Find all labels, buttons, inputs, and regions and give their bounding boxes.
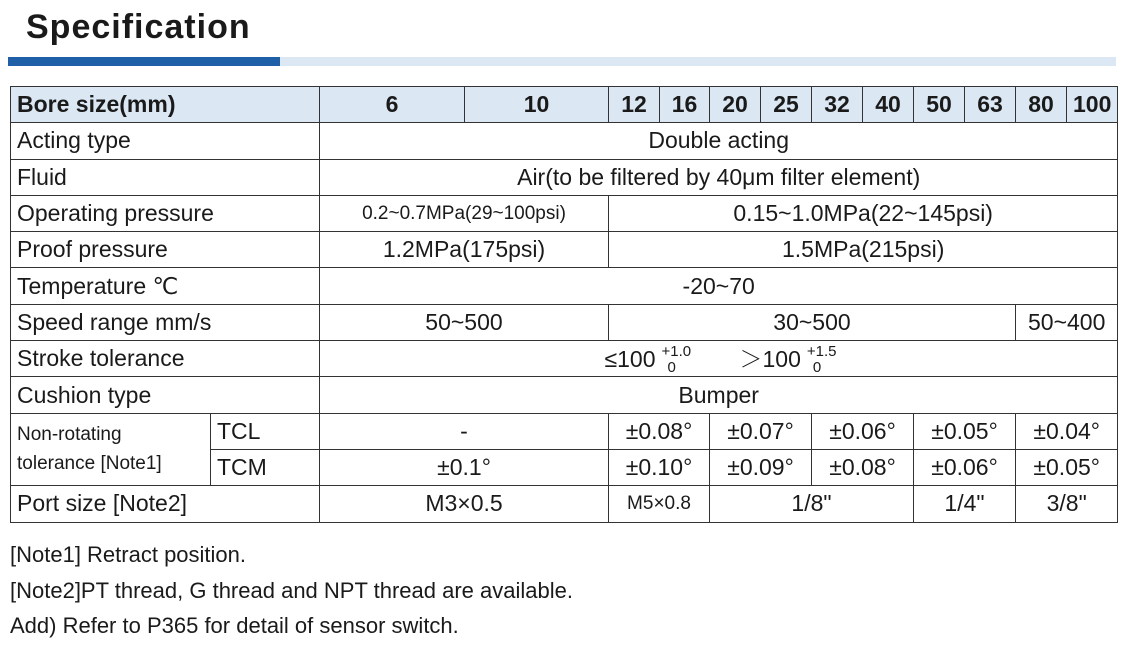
page-title: Specification (26, 8, 251, 46)
speed-range-value-2: 30~500 (609, 304, 1016, 340)
fluid-value: Air(to be filtered by 40μm filter element) (320, 159, 1118, 195)
stroke-tolerance-b-text: ＞100 (739, 346, 801, 373)
bore-size-100: 100 (1067, 87, 1118, 123)
tcl-label: TCL (211, 413, 320, 449)
table-row (11, 377, 1118, 413)
bore-size-label: Bore size(mm) (11, 87, 320, 123)
tcl-value: - (320, 413, 609, 449)
non-rotating-label-line1: Non-rotating (17, 424, 122, 446)
fluid-label: Fluid (11, 159, 320, 195)
bore-size-80: 80 (1016, 87, 1067, 123)
bore-size-12: 12 (609, 87, 660, 123)
tcm-value: ±0.08° (812, 449, 914, 485)
note-1: [Note1] Retract position. (10, 542, 247, 567)
port-size-value: 3/8" (1016, 486, 1118, 522)
title-underline-light (280, 57, 1116, 66)
bore-size-20: 20 (710, 87, 761, 123)
stroke-tolerance-a-upper: +1.0 (661, 343, 692, 361)
non-rotating-label-line2: tolerance [Note1] (17, 453, 162, 475)
cushion-type-value: Bumper (320, 377, 1118, 413)
bore-size-40: 40 (863, 87, 914, 123)
stroke-tolerance-b-lower: 0 (812, 359, 822, 377)
stroke-tolerance-b-upper: +1.5 (806, 343, 837, 361)
tcm-value: ±0.06° (914, 449, 1016, 485)
bore-size-63: 63 (965, 87, 1016, 123)
table-row (11, 159, 1118, 195)
speed-range-value-3: 50~400 (1016, 304, 1118, 340)
non-rotating-label (11, 413, 211, 486)
table-row (11, 195, 1118, 231)
stroke-tolerance-a-text: ≤100 (604, 346, 656, 373)
stroke-tolerance-value (320, 341, 1118, 377)
header-row (11, 87, 1118, 123)
tcm-value: ±0.1° (320, 449, 609, 485)
stroke-tolerance-a-limits (661, 343, 692, 377)
operating-pressure-label: Operating pressure (11, 195, 320, 231)
port-size-value: 1/8" (710, 486, 914, 522)
bore-size-6: 6 (320, 87, 465, 123)
note-add: Add) Refer to P365 for detail of sensor switch. (10, 613, 459, 638)
title-underline-accent (8, 57, 280, 66)
temperature-label: Temperature ℃ (11, 268, 320, 304)
tcl-value: ±0.05° (914, 413, 1016, 449)
speed-range-value-1: 50~500 (320, 304, 609, 340)
table-row (11, 123, 1118, 159)
bore-size-32: 32 (812, 87, 863, 123)
port-size-label: Port size [Note2] (11, 486, 320, 522)
bore-size-25: 25 (761, 87, 812, 123)
note-2: [Note2]PT thread, G thread and NPT thread are available. (10, 577, 573, 603)
acting-type-value: Double acting (320, 123, 1118, 159)
table-row (11, 413, 1118, 449)
stroke-tolerance-a-lower: 0 (667, 359, 676, 377)
port-size-value: M3×0.5 (320, 486, 609, 522)
acting-type-label: Acting type (11, 123, 320, 159)
tcl-value: ±0.07° (710, 413, 812, 449)
tcl-value: ±0.06° (812, 413, 914, 449)
port-size-value: 1/4" (914, 486, 1016, 522)
tcl-value: ±0.04° (1016, 413, 1118, 449)
bore-size-16: 16 (660, 87, 710, 123)
proof-pressure-large: 1.5MPa(215psi) (609, 232, 1118, 268)
proof-pressure-small: 1.2MPa(175psi) (320, 232, 609, 268)
speed-range-label: Speed range mm/s (11, 304, 320, 340)
operating-pressure-small: 0.2~0.7MPa(29~100psi) (320, 195, 609, 231)
tcl-value: ±0.08° (609, 413, 710, 449)
temperature-value: -20~70 (320, 268, 1118, 304)
proof-pressure-label: Proof pressure (11, 232, 320, 268)
tcm-value: ±0.05° (1016, 449, 1118, 485)
table-row (11, 232, 1118, 268)
stroke-tolerance-b-limits (806, 343, 837, 377)
footnotes (10, 537, 573, 644)
tcm-value: ±0.10° (609, 449, 710, 485)
table-row (11, 341, 1118, 377)
bore-size-50: 50 (914, 87, 965, 123)
specification-table (10, 86, 1118, 523)
operating-pressure-large: 0.15~1.0MPa(22~145psi) (609, 195, 1118, 231)
cushion-type-label: Cushion type (11, 377, 320, 413)
table-row (11, 304, 1118, 340)
table-row (11, 268, 1118, 304)
bore-size-10: 10 (465, 87, 609, 123)
tcm-label: TCM (211, 449, 320, 485)
tcm-value: ±0.09° (710, 449, 812, 485)
table-row (11, 486, 1118, 522)
stroke-tolerance-label: Stroke tolerance (11, 341, 320, 377)
port-size-value: M5×0.8 (609, 486, 710, 522)
